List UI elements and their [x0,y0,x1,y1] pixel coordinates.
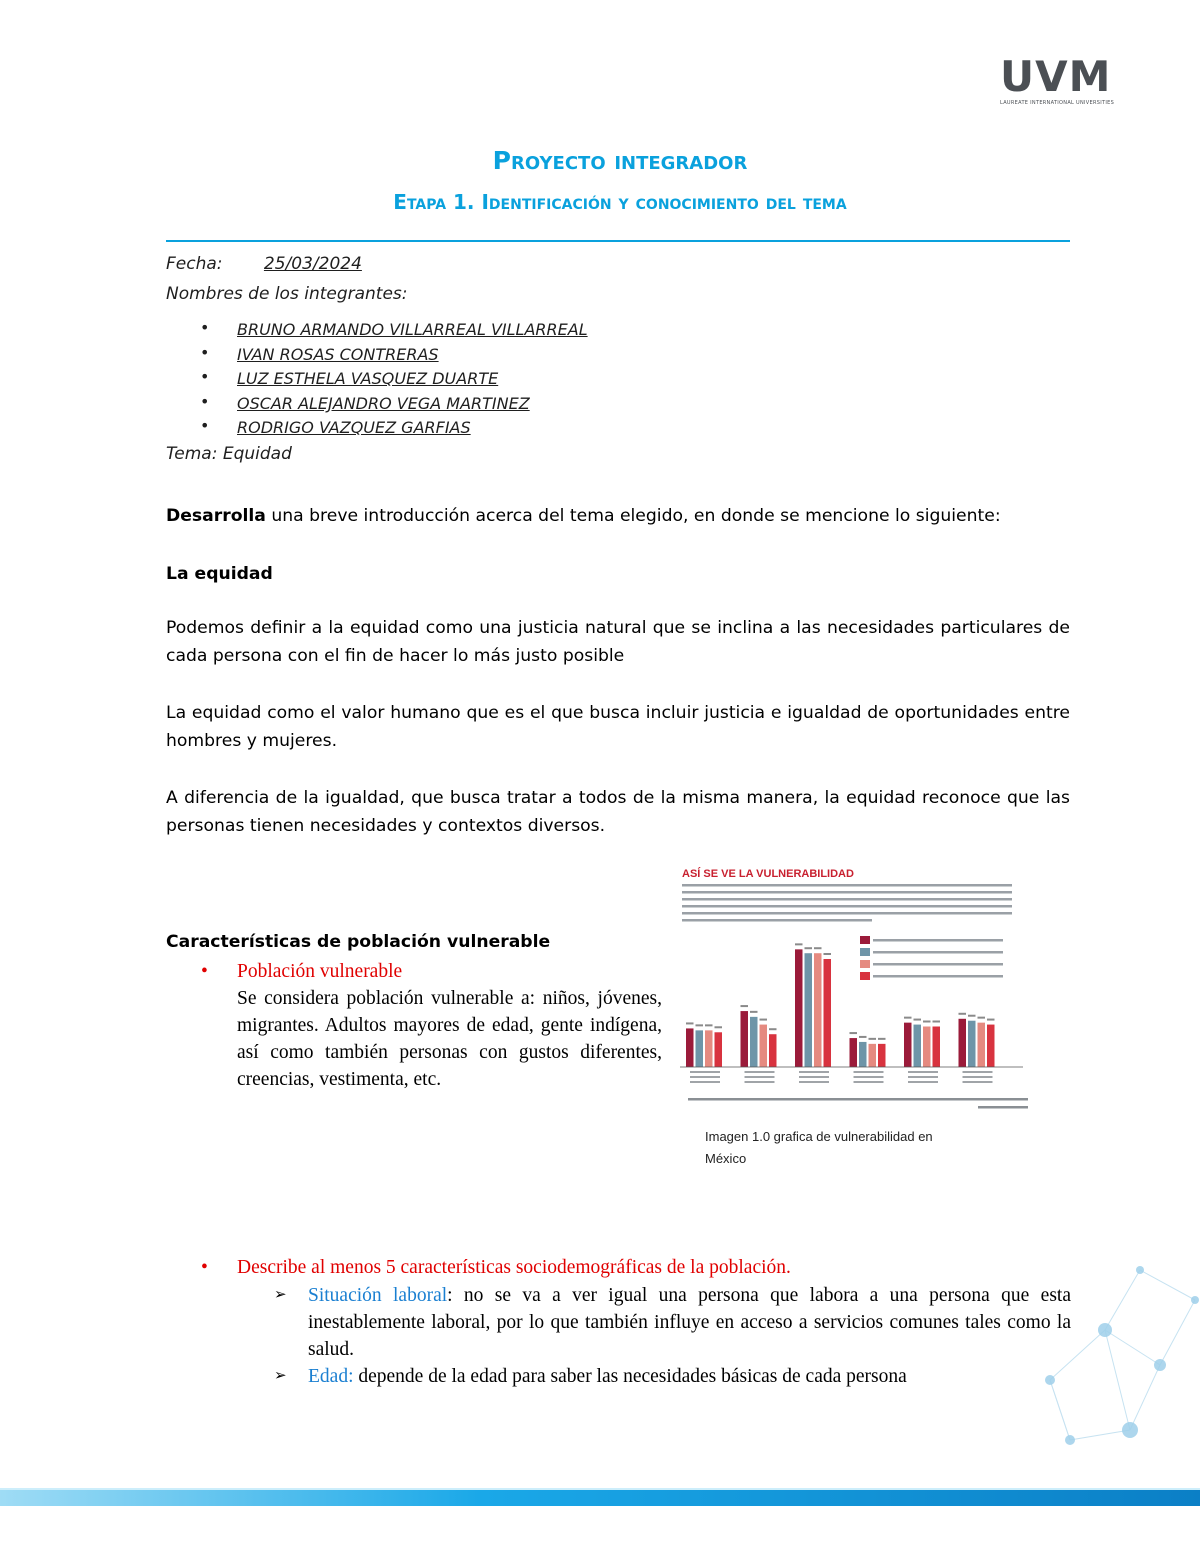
bar-value-label [814,947,822,949]
x-tick-label [908,1081,938,1083]
chart-bars [680,943,1023,1067]
member-name: OSCAR ALEJANDRO VEGA MARTINEZ [237,393,530,413]
chart-bar [933,1027,941,1068]
chart-bar [904,1023,912,1067]
bar-value-label [769,1028,777,1030]
document-title: Proyecto integrador [492,146,748,175]
logo-mark: UVM [1000,52,1112,101]
chart-text-line [682,891,1012,894]
chart-text-line [682,912,1012,915]
chart-bar [824,959,832,1067]
chart-bar [760,1025,768,1067]
x-tick-label [963,1081,993,1083]
bar-value-label [750,1011,758,1013]
x-tick-label [854,1076,884,1078]
bullet: • [201,1257,208,1278]
bar-value-label [869,1038,877,1040]
chart-legend [860,936,1003,980]
edad-item [308,1363,1071,1390]
chart-description-lines [682,884,1012,922]
chart-bar [869,1044,877,1067]
legend-text-line [873,939,1003,942]
paragraph-1: Podemos definir a la equidad como una justicia natural que se inclina a las necesidades particulares de cada persona con el fin de hacer lo más justo posible [166,618,1070,666]
poblacion-vulnerable-label: Población vulnerable [237,961,403,982]
chart-bar [814,953,822,1067]
x-tick-label [690,1081,720,1083]
paragraph-3: A diferencia de la igualdad, que busca tratar a todos de la misma manera, la equidad reconoce que las personas tienen necesidades y contextos diversos. [166,788,1070,836]
legend-swatch [860,948,870,956]
member-name: LUZ ESTHELA VASQUEZ DUARTE [237,369,499,389]
chart-bar [705,1030,713,1067]
title-divider [166,240,1070,242]
intro-instruction [166,502,1086,530]
bar-value-label [968,1015,976,1017]
x-tick-label [799,1081,829,1083]
bar-value-label [696,1024,704,1026]
uvm-logo [1000,52,1122,106]
logo-tagline: LAUREATE INTERNATIONAL UNIVERSITIES [1000,100,1115,106]
bar-value-label [705,1024,713,1026]
chart-bar [805,953,813,1067]
x-tick-label [690,1071,720,1073]
chart-bar [686,1028,694,1067]
x-tick-label [745,1081,775,1083]
bar-value-label [923,1021,931,1023]
edad-label: Edad: [308,1366,354,1387]
bar-value-label [914,1019,922,1021]
vulnerability-chart-image [678,866,1038,1116]
x-tick-label [690,1076,720,1078]
chart-bar [987,1025,995,1067]
x-tick-label [745,1076,775,1078]
legend-text-line [873,963,1003,966]
bar-value-label [824,953,832,955]
chart-text-line [682,919,872,922]
chart-bar [769,1034,777,1067]
bullet: • [201,961,208,982]
chart-text-line [682,898,1012,901]
member-name: BRUNO ARMANDO VILLARREAL VILLARREAL [237,320,588,339]
legend-swatch [860,936,870,944]
figure-caption: Imagen 1.0 grafica de vulnerabilidad en México [705,1129,933,1166]
x-tick-label [799,1071,829,1073]
tema-label: Tema: [166,444,218,464]
bar-value-label [715,1026,723,1028]
poblacion-vulnerable-text: Se considera población vulnerable a: niños, jóvenes, migrantes. Adultos mayores de edad, gente indígena, así como también personas con gustos diferentes, creencias, vestimenta, etc. [237,988,662,1090]
x-tick-label [854,1081,884,1083]
fecha-label: Fecha: [166,254,223,274]
x-tick-label [908,1076,938,1078]
situacion-laboral-text: : no se va a ver igual una persona que labora a una persona que esta inestablemente laboral, por lo que también influye en acceso a servicios comunes tales como la salud. [308,1285,1071,1360]
bar-value-label [850,1032,858,1034]
edad-text: depende de la edad para saber las necesidades básicas de cada persona [353,1366,907,1387]
chart-text-line [682,884,1012,887]
fecha-value: 25/03/2024 [263,254,362,274]
chart-bar [715,1032,723,1067]
chart-bar [923,1027,931,1068]
chart-title: ASÍ SE VE LA VULNERABILIDAD [682,868,854,880]
chart-bar [978,1023,986,1067]
footer-bar [0,1486,1200,1510]
bar-value-label [760,1019,768,1021]
chart-text-line [682,905,1012,908]
bar-value-label [741,1005,749,1007]
intro-text: una breve introducción acerca del tema elegido, en donde se mencione lo siguiente: [265,506,1001,526]
fecha-line [166,254,362,274]
document-subtitle: Etapa 1. Identificación y conocimiento del tema [393,190,847,214]
situacion-laboral-item [308,1282,1071,1363]
chart-bar [914,1025,922,1067]
chart-bar [850,1038,858,1067]
legend-text-line [873,951,1003,954]
chart-bar [968,1021,976,1067]
x-tick-label [799,1076,829,1078]
chart-bar [696,1030,704,1067]
member-name: RODRIGO VAZQUEZ GARFIAS [237,418,471,438]
paragraph-2: La equidad como el valor humano que es el que busca incluir justicia e igualdad de oportunidades entre hombres y mujeres. [166,703,1070,751]
chart-bar [741,1011,749,1067]
bar-value-label [987,1019,995,1021]
bar-value-label [795,943,803,945]
x-tick-label [854,1071,884,1073]
chart-bar [959,1019,967,1067]
chart-source-line [688,1098,1028,1101]
chart-bar [795,949,803,1067]
situacion-laboral-label: Situación laboral [308,1285,448,1306]
tema-value: Equidad [222,444,292,464]
x-tick-label [963,1076,993,1078]
arrow-bullet-icon: ➢ [274,1285,287,1303]
arrow-bullet-icon: ➢ [274,1366,287,1384]
x-tick-label [908,1071,938,1073]
network-decoration [1010,1180,1200,1480]
intro-bold: Desarrolla [166,506,266,526]
chart-source-line [978,1106,1028,1109]
sociodemographic-heading: Describe al menos 5 características sociodemográficas de la población. [237,1257,791,1278]
legend-swatch [860,960,870,968]
chart-bar [878,1044,886,1067]
bar-value-label [933,1021,941,1023]
bar-value-label [978,1017,986,1019]
tema-line [166,444,292,464]
chart-bar [859,1042,867,1067]
bar-value-label [959,1013,967,1015]
x-tick-label [963,1071,993,1073]
legend-text-line [873,975,1003,978]
nombres-label: Nombres de los integrantes: [166,284,408,304]
vulnerability-chart [678,866,1038,1116]
x-tick-label [745,1071,775,1073]
bar-value-label [859,1036,867,1038]
chart-source-lines [688,1098,1028,1109]
caracteristicas-heading: Características de población vulnerable [166,932,551,952]
equidad-heading: La equidad [166,564,273,584]
bar-value-label [878,1038,886,1040]
legend-swatch [860,972,870,980]
member-name: IVAN ROSAS CONTRERAS [237,344,439,364]
bar-value-label [686,1022,694,1024]
chart-x-labels [690,1071,993,1083]
bar-value-label [805,947,813,949]
chart-bar [750,1017,758,1067]
bar-value-label [904,1017,912,1019]
